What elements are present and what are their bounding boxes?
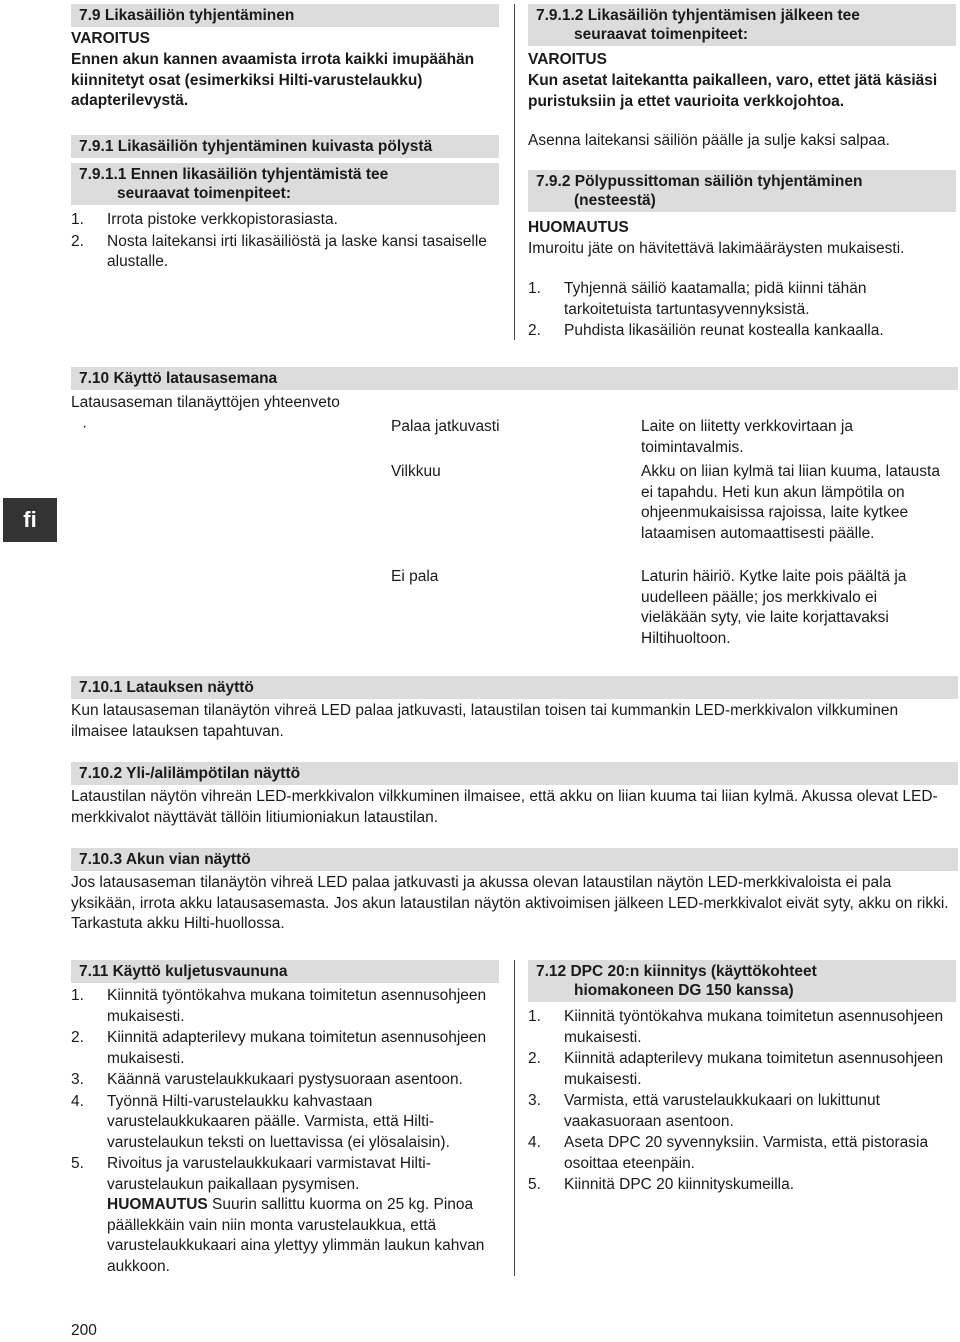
section-7-10-3-text: Jos latausaseman tilanäytön vihreä LED palaa jatkuvasti ja akussa olevan lataustilan näytön LED-merkkivaloista ei pala yksikään, irrota akku latausasemasta. Jos akun lataustilan näytön aktivoimisen jälkeen LED-merkkivalot eivät syty, akku on rikki. Tarkastuta akku Hilti-huollossa. (71, 874, 949, 932)
section-7-10-title: 7.10 Käyttö latausasemana (71, 367, 958, 390)
section-7-9-2-title (528, 170, 956, 212)
list-item: 5. Kiinnitä DPC 20 kiinnityskumeilla. (528, 1176, 795, 1193)
section-7-10-2-text: Lataustilan näytön vihreän LED-merkkivalon vilkkuminen ilmaisee, että akku on liian kuuma tai liian kylmä. Akussa olevat LED-merkkivalot näyttävät tällöin litiumioniakun lataustilan. (71, 788, 938, 826)
close-instruction: Asenna laitekansi säiliön päälle ja sulje kaksi salpaa. (528, 132, 890, 149)
list-item: 4. Aseta DPC 20 syvennyksiin. Varmista, että pistorasia osoittaa eteenpäin. (528, 1134, 929, 1172)
list-item: 1. Tyhjennä säiliö kaatamalla; pidä kiinni tähän tarkoitetuista tartuntasyvennyksistä. (528, 280, 867, 318)
section-7-9-2-title-line2: (nesteestä) (574, 192, 656, 209)
meaning-cell: Akku on liian kylmä tai liian kuuma, latausta ei tapahdu. Heti kun akun lämpötila on ohjeenmukaisissa rajoissa, laite kytkee lataamisen automaattisesti päälle. (641, 463, 940, 542)
meaning-cell: Laite on liitetty verkkovirtaan ja toimintavalmis. (641, 418, 853, 456)
table-caption: Latausaseman tilanäyttöjen yhteenveto (71, 394, 340, 411)
list-item: 2. Puhdista likasäiliön reunat kostealla kankaalla. (528, 322, 884, 339)
section-7-9-2-title-line1: 7.9.2 Pölypussittoman säiliön tyhjentäminen (536, 173, 863, 190)
section-7-12-title-line2: hiomakoneen DG 150 kanssa) (574, 982, 794, 999)
section-7-9-1-1-title-line2: seuraavat toimenpiteet: (117, 185, 291, 202)
warning-label: VAROITUS (71, 30, 150, 47)
list-item: 1. Kiinnitä työntökahva mukana toimitetun asennusohjeen mukaisesti. (528, 1008, 944, 1046)
section-7-9-1-1-title-line1: 7.9.1.1 Ennen likasäiliön tyhjentämistä tee (79, 166, 389, 183)
note-text: Suurin sallittu kuorma on 25 kg. Pinoa päällekkäin vain niin monta varustelaukkua, että varustelaukkukaari aina ylettyy ylimmän laukun kahvan aukkoon. (107, 1196, 485, 1275)
right-steps-list (528, 279, 958, 343)
section-7-9-1-1-title (71, 163, 499, 205)
section-7-12-steps (528, 1007, 958, 1197)
note-text: Imuroitu jäte on hävitettävä lakimääräysten mukaisesti. (528, 240, 905, 257)
list-item: 1. Kiinnitä työntökahva mukana toimitetun asennusohjeen mukaisesti. (71, 987, 487, 1025)
section-7-11-title: 7.11 Käyttö kuljetusvaununa (71, 960, 499, 983)
indicator-dot: · (82, 418, 88, 435)
list-item: 3. Käännä varustelaukkukaari pystysuoraan asentoon. (71, 1071, 463, 1088)
section-7-9-1-2-title-line1: 7.9.1.2 Likasäiliön tyhjentämisen jälkeen tee (536, 7, 860, 24)
section-7-9-1-2-title (528, 4, 956, 46)
list-item: 2. Kiinnitä adapterilevy mukana toimitetun asennusohjeen mukaisesti. (528, 1050, 944, 1088)
section-7-11-note (107, 1195, 501, 1277)
language-tab: fi (3, 498, 57, 542)
list-item: 1. Irrota pistoke verkkopistorasiasta. (71, 211, 338, 228)
section-7-9-1-title: 7.9.1 Likasäiliön tyhjentäminen kuivasta pölystä (71, 135, 499, 158)
column-divider (514, 960, 515, 1276)
status-cell: Ei pala (391, 568, 439, 585)
meaning-cell: Laturin häiriö. Kytke laite pois päältä ja uudelleen päälle; jos merkkivalo ei vieläkään syty, vie laite korjattavaksi Hiltihuoltoon. (641, 568, 907, 647)
warning-text: Kun asetat laitekantta paikalleen, varo, ettet jätä käsiäsi puristuksiin ja ettet vaurioita verkkojohtoa. (528, 72, 938, 110)
section-7-10-2-title: 7.10.2 Yli-/alilämpötilan näyttö (71, 762, 958, 785)
section-7-9-1-2-title-line2: seuraavat toimenpiteet: (574, 26, 748, 43)
section-7-10-1-text: Kun latausaseman tilanäytön vihreä LED palaa jatkuvasti, lataustilan toisen tai kummankin LED-merkkivalon vilkkuminen ilmaisee latauksen tapahtuvan. (71, 702, 899, 740)
section-7-12-title-line1: 7.12 DPC 20:n kiinnitys (käyttökohteet (536, 963, 817, 980)
list-item: 4. Työnnä Hilti-varustelaukku kahvastaan varustelaukkukaaren päälle. Varmista, että Hilti-varustelaukun teksti on luettavissa (ei ylösalaisin). (71, 1092, 450, 1151)
section-7-9-title: 7.9 Likasäiliön tyhjentäminen (71, 4, 499, 27)
warning-label: VAROITUS (528, 51, 607, 68)
page-number: 200 (71, 1322, 97, 1339)
list-item: 2. Nosta laitekansi irti likasäiliöstä ja laske kansi tasaiselle alustalle. (71, 232, 487, 270)
note-label: HUOMAUTUS (107, 1196, 208, 1213)
section-7-12-title (528, 960, 956, 1002)
list-item: 5. Rivoitus ja varustelaukkukaari varmistavat Hilti-varustelaukun paikallaan pysymisen. HUOMAUTUS Suurin sallittu kuorma on 25 kg. Pinoa päällekkäin vain niin monta varustelaukkua, että varustelaukkukaari aina ylettyy ylimmän laukun kahvan aukkoon. (71, 1154, 501, 1277)
status-cell: Palaa jatkuvasti (391, 418, 500, 435)
list-item: 2. Kiinnitä adapterilevy mukana toimitetun asennusohjeen mukaisesti. (71, 1029, 487, 1067)
section-7-11-steps (71, 986, 501, 1278)
status-cell: Vilkkuu (391, 463, 441, 480)
section-7-10-1-title: 7.10.1 Latauksen näyttö (71, 676, 958, 699)
list-item: 3. Varmista, että varustelaukkukaari on lukittunut vaakasuoraan asentoon. (528, 1092, 880, 1130)
warning-text: Ennen akun kannen avaamista irrota kaikki imupäähän kiinnitetyt osat (esimerkiksi Hilti-varustelaukku) adapterilevystä. (71, 51, 475, 109)
left-steps-list (71, 210, 501, 274)
section-7-10-3-title: 7.10.3 Akun vian näyttö (71, 848, 958, 871)
note-label: HUOMAUTUS (528, 219, 629, 236)
column-divider (514, 4, 515, 340)
